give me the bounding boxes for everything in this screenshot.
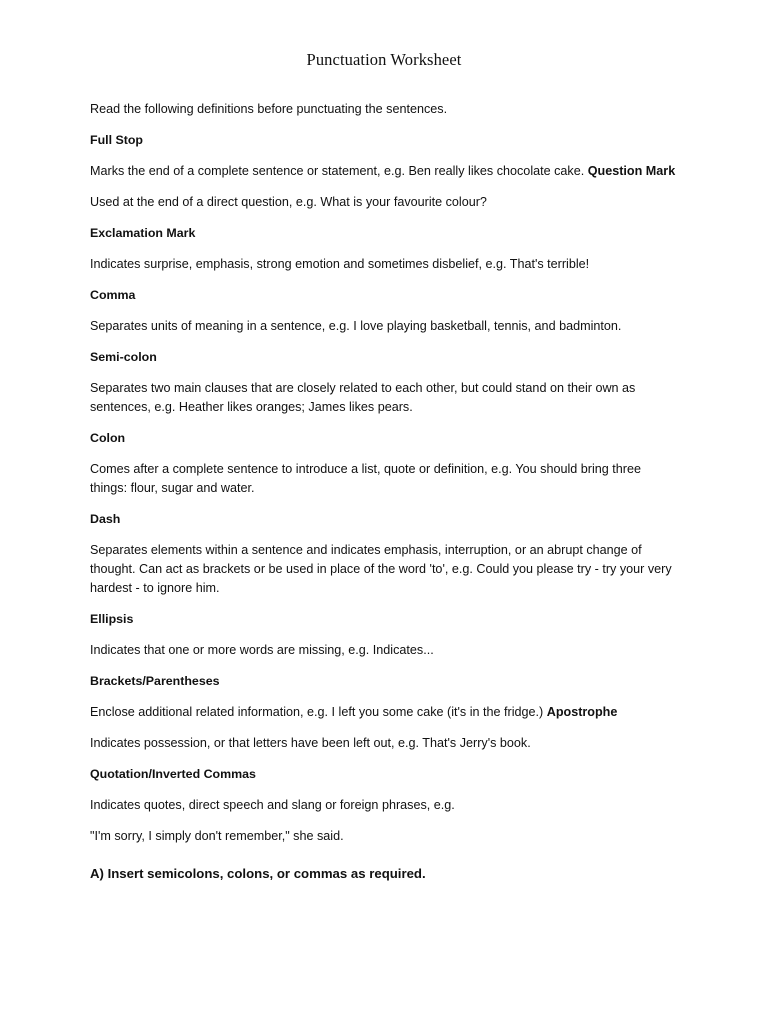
quotation-heading: Quotation/Inverted Commas xyxy=(90,767,256,781)
colon-definition-line1: Comes after a complete sentence to introduce a list, quote or definition, e.g. You should bring three xyxy=(90,462,641,476)
full-stop-definition xyxy=(90,162,690,181)
brackets-text: Enclose additional related information, e.g. I left you some cake (it's in the fridge.) xyxy=(90,705,544,719)
exercise-a-heading: A) Insert semicolons, colons, or commas as required. xyxy=(90,866,426,881)
semicolon-heading: Semi-colon xyxy=(90,350,157,364)
comma-definition: Separates units of meaning in a sentence, e.g. I love playing basketball, tennis, and badminton. xyxy=(90,319,622,333)
colon-heading: Colon xyxy=(90,431,126,445)
dash-heading: Dash xyxy=(90,512,121,526)
definitions-section xyxy=(90,100,690,846)
dash-definition-line1: Separates elements within a sentence and indicates emphasis, interruption, or an abrupt change of xyxy=(90,543,642,557)
apostrophe-definition: Indicates possession, or that letters have been left out, e.g. That's Jerry's book. xyxy=(90,736,531,750)
dash-definition-line3: hardest - to ignore him. xyxy=(90,581,220,595)
full-stop-text: Marks the end of a complete sentence or statement, e.g. Ben really likes chocolate cake. xyxy=(90,164,585,178)
page-title: Punctuation Worksheet xyxy=(306,50,462,69)
semicolon-definition-line1: Separates two main clauses that are closely related to each other, but could stand on their own as xyxy=(90,381,636,395)
full-stop-heading: Full Stop xyxy=(90,133,143,147)
comma-heading: Comma xyxy=(90,288,136,302)
question-mark-definition: Used at the end of a direct question, e.g. What is your favourite colour? xyxy=(90,195,487,209)
quotation-definition: Indicates quotes, direct speech and slang or foreign phrases, e.g. xyxy=(90,798,455,812)
brackets-definition xyxy=(90,703,690,722)
quotation-example: "I'm sorry, I simply don't remember," she said. xyxy=(90,829,344,843)
exclamation-mark-heading: Exclamation Mark xyxy=(90,226,196,240)
ellipsis-heading: Ellipsis xyxy=(90,612,134,626)
ellipsis-definition: Indicates that one or more words are missing, e.g. Indicates... xyxy=(90,643,434,657)
dash-definition-line2: thought. Can act as brackets or be used in place of the word 'to', e.g. Could you please try - try your very xyxy=(90,562,672,576)
apostrophe-heading: Apostrophe xyxy=(546,705,618,719)
semicolon-definition-line2: sentences, e.g. Heather likes oranges; James likes pears. xyxy=(90,400,413,414)
brackets-heading: Brackets/Parentheses xyxy=(90,674,220,688)
question-mark-heading: Question Mark xyxy=(587,164,676,178)
intro-text: Read the following definitions before punctuating the sentences. xyxy=(90,102,448,116)
exclamation-mark-definition: Indicates surprise, emphasis, strong emotion and sometimes disbelief, e.g. That's terrible! xyxy=(90,257,590,271)
colon-definition-line2: things: flour, sugar and water. xyxy=(90,481,255,495)
